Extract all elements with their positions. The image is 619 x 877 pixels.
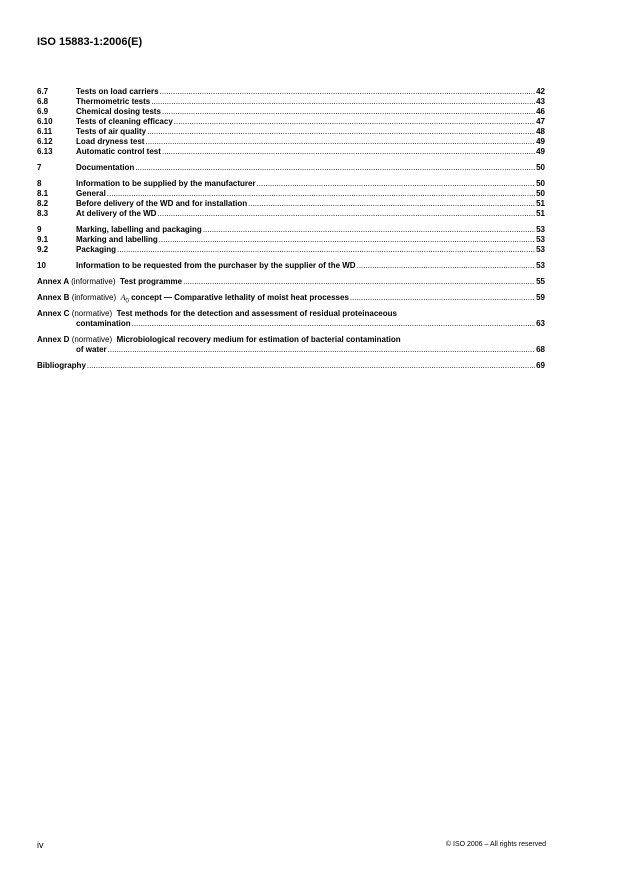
toc-leader [257, 179, 536, 189]
toc-leader [160, 87, 536, 97]
toc-leader [357, 261, 536, 271]
toc-leader [350, 293, 535, 303]
toc-title: Bibliography [37, 361, 86, 370]
toc-entry[interactable] [37, 235, 545, 245]
toc-title: Information to be requested from the purchaser by the supplier of the WD [76, 261, 356, 270]
toc-page: 59 [536, 293, 545, 302]
toc-title: Information to be supplied by the manufacturer [76, 179, 256, 188]
annex-type: (normative) [71, 309, 113, 318]
toc-title: Marking, labelling and packaging [76, 225, 202, 234]
toc-leader [108, 345, 535, 355]
toc-page: 51 [536, 209, 545, 218]
toc-number: 9.2 [37, 245, 49, 254]
toc-page: 53 [536, 261, 545, 270]
toc-page: 63 [536, 319, 545, 328]
toc-entry[interactable] [37, 225, 545, 235]
toc-title: Before delivery of the WD and for installation [76, 199, 248, 208]
toc-number: 6.10 [37, 117, 53, 126]
toc-number: 7 [37, 163, 42, 172]
annex-title-continued: of water [76, 345, 107, 354]
toc-leader [132, 319, 535, 329]
toc-number: 6.8 [37, 97, 49, 106]
toc-page: 55 [536, 277, 545, 286]
copyright-notice: © ISO 2006 – All rights reserved [445, 841, 546, 848]
toc-title: At delivery of the WD [76, 209, 157, 218]
toc-page: 69 [536, 361, 545, 370]
toc-page: 51 [536, 199, 545, 208]
annex-title: Test programme [120, 277, 183, 286]
toc-number: 9 [37, 225, 42, 234]
toc-leader [145, 137, 535, 147]
toc-entry[interactable] [37, 209, 545, 219]
toc-title: Tests of cleaning efficacy [76, 117, 173, 126]
toc-page: 43 [536, 97, 545, 106]
toc-page: 49 [536, 147, 545, 156]
page-number: iv [37, 840, 44, 850]
annex-type: (normative) [71, 335, 113, 344]
toc-title: Tests of air quality [76, 127, 147, 136]
toc-leader [107, 189, 535, 199]
toc-entry[interactable] [37, 179, 545, 189]
annex-title: Microbiological recovery medium for estimation of bacterial contamination [116, 335, 401, 344]
toc-title: Tests on load carriers [76, 87, 159, 96]
toc-leader [87, 361, 535, 371]
annex-title: concept — Comparative lethality of moist heat processes [131, 293, 349, 302]
toc-leader [117, 245, 535, 255]
toc-annex-c[interactable] [37, 309, 545, 329]
annex-label: Annex A [37, 277, 69, 286]
toc-leader [203, 225, 535, 235]
annex-label: Annex B [37, 293, 70, 302]
toc-leader [157, 209, 535, 219]
annex-title: Test methods for the detection and assessment of residual proteinaceous [116, 309, 397, 318]
toc-title: Thermometric tests [76, 97, 151, 106]
toc-number: 6.13 [37, 147, 53, 156]
toc-annex-d[interactable] [37, 335, 545, 355]
toc-number: 8 [37, 179, 42, 188]
toc-number: 6.11 [37, 127, 53, 136]
annex-label: Annex C [37, 309, 70, 318]
toc-title: Load dryness test [76, 137, 145, 146]
toc-page: 49 [536, 137, 545, 146]
toc-number: 8.2 [37, 199, 49, 208]
toc-title: Documentation [76, 163, 135, 172]
toc-title: Chemical dosing tests [76, 107, 161, 116]
toc-number: 6.12 [37, 137, 53, 146]
toc-leader [151, 97, 535, 107]
toc-entry[interactable] [37, 189, 545, 199]
toc-entry[interactable] [37, 147, 545, 157]
toc-bibliography[interactable] [37, 361, 545, 371]
toc-title: General [76, 189, 106, 198]
document-id: ISO 15883-1:2006(E) [37, 36, 143, 48]
toc-page: 46 [536, 107, 545, 116]
toc-entry[interactable] [37, 163, 545, 173]
toc-number: 10 [37, 261, 46, 270]
toc-entry[interactable] [37, 137, 545, 147]
toc-entry[interactable] [37, 97, 545, 107]
toc-title: Automatic control test [76, 147, 161, 156]
toc-page: 50 [536, 189, 545, 198]
toc-leader [248, 199, 535, 209]
toc-leader [147, 127, 535, 137]
toc-entry[interactable] [37, 261, 545, 271]
toc-entry[interactable] [37, 117, 545, 127]
toc-title: Packaging [76, 245, 117, 254]
toc-page: 53 [536, 245, 545, 254]
toc-leader [135, 163, 535, 173]
toc-annex-a[interactable] [37, 277, 545, 287]
toc-leader [183, 277, 535, 287]
a0-symbol: $A_0$ [120, 293, 129, 305]
toc-entry[interactable] [37, 87, 545, 97]
toc-number: 6.9 [37, 107, 49, 116]
toc-page: 42 [536, 87, 545, 96]
toc-title: Marking and labelling [76, 235, 158, 244]
toc-entry[interactable] [37, 107, 545, 117]
toc-number: 8.3 [37, 209, 49, 218]
toc-entry[interactable] [37, 245, 545, 255]
toc-number: 8.1 [37, 189, 49, 198]
annex-title-continued: contamination [76, 319, 131, 328]
toc-page: 50 [536, 163, 545, 172]
toc-page: 47 [536, 117, 545, 126]
toc-number: 6.7 [37, 87, 49, 96]
toc-page: 50 [536, 179, 545, 188]
annex-type: (informative) [71, 293, 117, 302]
toc-leader [162, 107, 535, 117]
table-of-contents [37, 87, 545, 371]
toc-leader [159, 235, 535, 245]
toc-page: 53 [536, 235, 545, 244]
toc-page: 48 [536, 127, 545, 136]
toc-entry[interactable] [37, 127, 545, 137]
toc-page: 53 [536, 225, 545, 234]
toc-annex-b[interactable] [37, 293, 545, 303]
toc-leader [162, 147, 535, 157]
annex-type: (informative) [71, 277, 116, 286]
toc-number: 9.1 [37, 235, 49, 244]
toc-leader [174, 117, 535, 127]
toc-page: 68 [536, 345, 545, 354]
toc-entry[interactable] [37, 199, 545, 209]
annex-label: Annex D [37, 335, 70, 344]
